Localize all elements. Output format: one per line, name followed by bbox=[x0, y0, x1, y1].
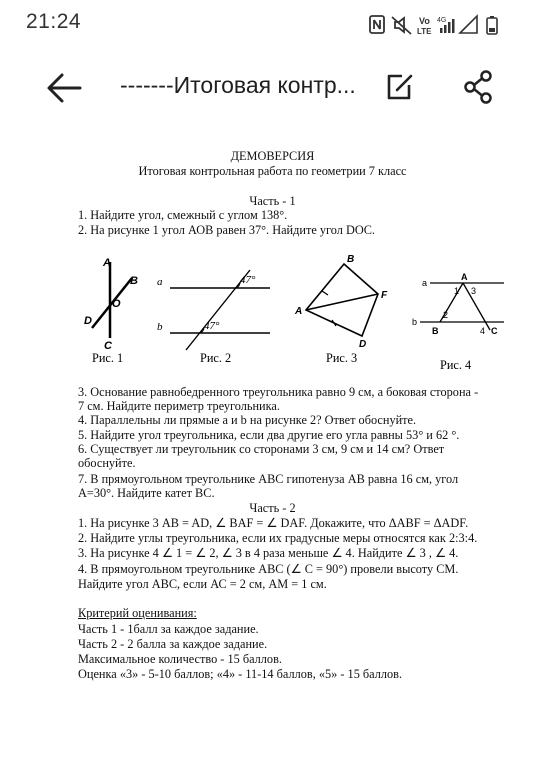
fig1-caption: Рис. 1 bbox=[92, 351, 124, 365]
status-bar bbox=[0, 0, 545, 50]
part2-q3: 3. На рисунке 4 ∠ 1 = ∠ 2, ∠ 3 в 4 раза меньше ∠ 4. Найдите ∠ 3 , ∠ 4. bbox=[78, 546, 459, 560]
signal-icon bbox=[460, 16, 477, 33]
criteria-line2: Часть 2 - 2 балла за каждое задание. bbox=[78, 637, 268, 651]
fig1-label-c: C bbox=[104, 340, 112, 352]
app-bar bbox=[0, 58, 545, 118]
part1-q3-line2: 7 см. Найдите периметр треугольника. bbox=[78, 399, 280, 413]
svg-text:LTE: LTE bbox=[417, 27, 432, 36]
arrow-left-icon[interactable] bbox=[44, 70, 84, 106]
part2-q4-line2: Найдите угол АВС, если АС = 2 см, АМ = 1 см. bbox=[78, 577, 327, 591]
part2-title: Часть - 2 bbox=[249, 501, 296, 515]
status-icons bbox=[367, 14, 527, 36]
svg-text:4G: 4G bbox=[437, 17, 447, 24]
fig1-label-d: D bbox=[84, 315, 92, 327]
doc-heading: ДЕМОВЕРСИЯ bbox=[230, 149, 315, 163]
fig4-angle-4: 4 bbox=[480, 326, 486, 336]
fig4-label-b-point: B bbox=[432, 326, 439, 336]
document-title: -------Итоговая контр... bbox=[120, 72, 356, 98]
criteria-title: Критерий оценивания: bbox=[78, 606, 197, 620]
fig2-label-b: b bbox=[157, 321, 163, 333]
part1-q5: 5. Найдите угол треугольника, если два другие его угла равны 53° и 62 °. bbox=[78, 428, 460, 442]
part1-q7-line2: А=30°. Найдите катет ВС. bbox=[78, 486, 215, 500]
svg-text:Vo: Vo bbox=[419, 16, 430, 26]
part1-q3-line1: 3. Основание равнобедренного треугольника равно 9 см, а боковая сторона - bbox=[78, 385, 479, 399]
part1-title: Часть - 1 bbox=[249, 194, 296, 208]
fig3-label-f: F bbox=[381, 290, 388, 301]
volte-icon bbox=[417, 16, 432, 36]
fig4-label-a-point: A bbox=[461, 272, 468, 282]
fig1-label-b: B bbox=[130, 275, 138, 287]
fig2-angle-bottom: 47° bbox=[204, 320, 220, 332]
fig4-caption: Рис. 4 bbox=[440, 358, 472, 372]
fig3-label-d: D bbox=[359, 339, 367, 350]
part1-q7-line1: 7. В прямоугольном треугольнике АВС гипотенуза АВ равна 16 см, угол bbox=[78, 472, 459, 486]
signal-4g-icon bbox=[437, 17, 455, 33]
part1-q6-line1: 6. Существует ли треугольник со сторонами 3 см, 9 см и 14 см? Ответ bbox=[78, 442, 445, 456]
fig3-caption: Рис. 3 bbox=[326, 351, 358, 365]
criteria-line4: Оценка «3» - 5-10 баллов; «4» - 11-14 баллов, «5» - 15 баллов. bbox=[78, 667, 403, 681]
figure-1 bbox=[84, 257, 138, 352]
fig2-angle-top: 47° bbox=[240, 274, 256, 286]
fig4-label-b-line: b bbox=[412, 317, 418, 327]
doc-subheading: Итоговая контрольная работа по геометрии 7 класс bbox=[138, 164, 407, 178]
fig2-caption: Рис. 2 bbox=[200, 351, 232, 365]
battery-icon bbox=[487, 16, 497, 34]
part1-q4: 4. Параллельны ли прямые a и b на рисунке 2? Ответ обоснуйте. bbox=[78, 413, 417, 427]
share-icon[interactable] bbox=[462, 69, 496, 105]
fig3-label-b: B bbox=[347, 254, 355, 265]
part2-q2: 2. Найдите углы треугольника, если их градусные меры относятся как 2:3:4. bbox=[78, 531, 478, 545]
fig4-label-c: C bbox=[491, 326, 498, 336]
part2-q1: 1. На рисунке 3 AB = AD, ∠ BAF = ∠ DAF. Докажите, что ΔABF = ΔADF. bbox=[78, 516, 469, 530]
fig4-angle-2: 2 bbox=[443, 310, 449, 320]
nfc-icon bbox=[370, 16, 384, 33]
document-page bbox=[0, 140, 545, 763]
part2-q4-line1: 4. В прямоугольном треугольнике АВС (∠ C = 90°) провели высоту СМ. bbox=[78, 562, 459, 576]
fig4-angle-3: 3 bbox=[471, 286, 477, 296]
part1-q1: 1. Найдите угол, смежный с углом 138°. bbox=[78, 208, 288, 222]
fig4-angle-1: 1 bbox=[454, 286, 460, 296]
figures-row bbox=[0, 250, 545, 380]
fig3-label-a: A bbox=[295, 306, 303, 317]
criteria-line1: Часть 1 - 1балл за каждое задание. bbox=[78, 622, 259, 636]
edit-icon[interactable] bbox=[384, 71, 414, 103]
mute-icon bbox=[392, 17, 411, 34]
status-time: 21:24 bbox=[26, 10, 82, 33]
figure-4 bbox=[412, 272, 504, 336]
fig1-label-o: O bbox=[112, 298, 121, 310]
part1-q6-line2: обоснуйте. bbox=[78, 456, 136, 470]
part1-q2: 2. На рисунке 1 угол АОВ равен 37°. Найдите угол DOC. bbox=[78, 223, 375, 237]
figure-3 bbox=[294, 254, 388, 350]
fig1-label-a: A bbox=[103, 257, 111, 269]
fig4-label-a-line: a bbox=[422, 278, 428, 288]
criteria-line3: Максимальное количество - 15 баллов. bbox=[78, 652, 282, 666]
fig2-label-a: a bbox=[157, 276, 163, 288]
figure-2 bbox=[157, 270, 270, 350]
